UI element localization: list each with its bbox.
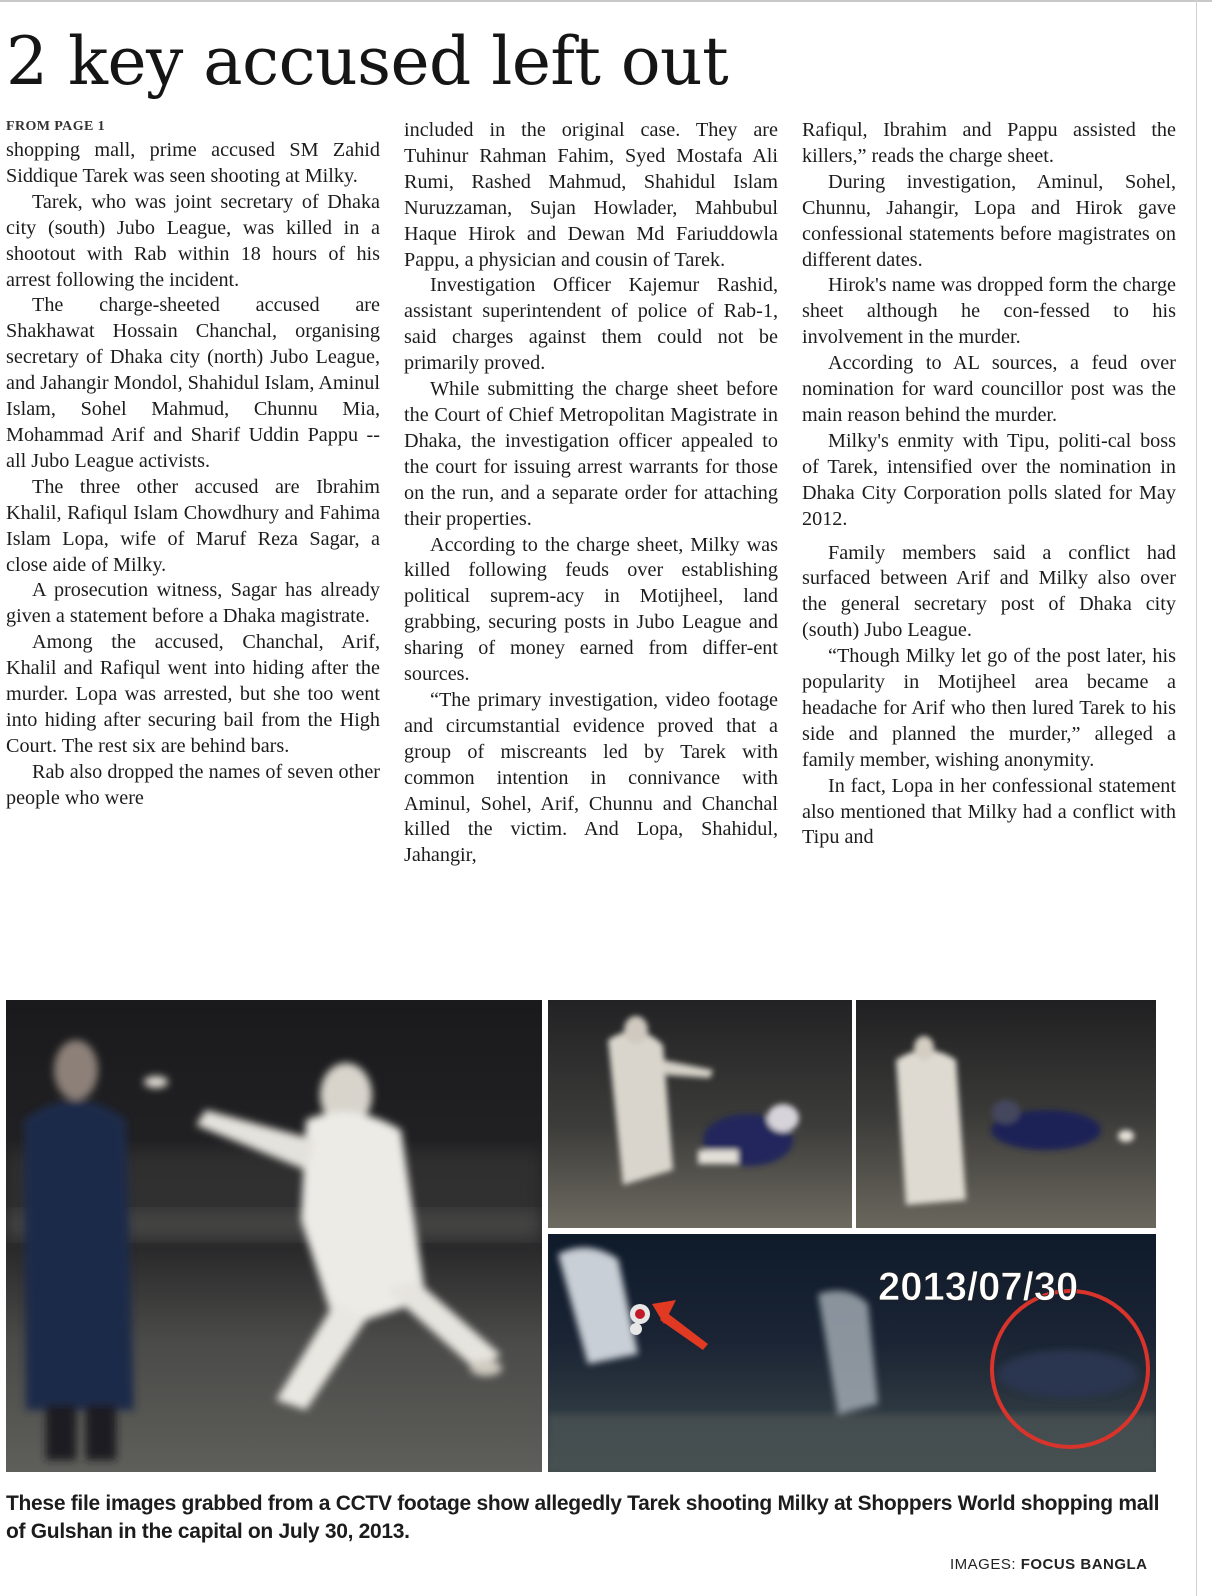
cctv-photo-top-right xyxy=(856,1000,1156,1228)
kicker: FROM PAGE 1 xyxy=(6,119,106,134)
paragraph: In fact, Lopa in her confessional statement also mentioned that Milky had a conflict with Tipu and xyxy=(802,774,1176,849)
photo-credit-source: FOCUS BANGLA xyxy=(1020,1556,1148,1573)
paragraph: Hirok's name was dropped form the charge sheet although he con-fessed to his involvement in the murder. xyxy=(802,274,1176,349)
paragraph: included in the original case. They are Tuhinur Rahman Fahim, Syed Mostafa Ali Rumi, Rashed Mahmud, Shahidul Islam Nuruzzaman, Sujan Howlader, Mahbubul Haque Hirok and Dewan Md Fariuddowla Pappu, a physician and cousin of Tarek. xyxy=(404,119,778,271)
paragraph: According to AL sources, a feud over nomination for ward councillor post was the main reason behind the murder. xyxy=(802,352,1176,426)
paragraph: Among the accused, Chanchal, Arif, Khalil and Rafiqul went into hiding after the murder. Lopa was arrested, but she too went into hiding after securing bail from the High Court. The rest six are behind bars. xyxy=(6,631,380,757)
cctv-photo-top-middle xyxy=(548,1000,852,1228)
paragraph: According to the charge sheet, Milky was killed following feuds over establishing political suprem-acy in Motijheel, land grabbing, securing posts in Jubo League and sharing of money earned from differ-ent sources. xyxy=(404,533,778,686)
article-column-3 xyxy=(802,118,1176,851)
page-edge-rule xyxy=(1196,0,1197,1596)
top-rule xyxy=(0,0,1212,2)
article-column-2 xyxy=(404,118,778,869)
paragraph: shopping mall, prime accused SM Zahid Siddique Tarek was seen shooting at Milky. xyxy=(6,139,380,187)
paragraph: The three other accused are Ibrahim Khalil, Rafiqul Islam Chowdhury and Fahima Islam Lopa, wife of Maruf Reza Sagar, a close aide of Milky. xyxy=(6,475,380,576)
paragraph: A prosecution witness, Sagar has already given a statement before a Dhaka magistrate. xyxy=(6,579,380,628)
paragraph: Investigation Officer Kajemur Rashid, assistant superintendent of police of Rab-1, said charges against them could not be primarily proved. xyxy=(404,274,778,375)
paragraph: During investigation, Aminul, Sohel, Chunnu, Jahangir, Lopa and Hirok gave confessional statements before magistrates on different dates. xyxy=(802,170,1176,271)
cctv-photo-large xyxy=(6,1000,542,1472)
paragraph: “Though Milky let go of the post later, his popularity in Motijheel area became a headache for Arif who then lured Tarek to his side and planned the murder,” alleged a family member, wishing anonymity. xyxy=(802,645,1176,771)
paragraph: Rafiqul, Ibrahim and Pappu assisted the killers,” reads the charge sheet. xyxy=(802,119,1176,167)
photo-credit-label: IMAGES: xyxy=(950,1556,1017,1573)
paragraph: Tarek, who was joint secretary of Dhaka city (south) Jubo League, was killed in a shootout with Rab within 18 hours of his arrest following the incident. xyxy=(6,190,380,291)
paragraph: “The primary investigation, video footage and circumstantial evidence proved that a group of miscreants led by Tarek with common intention in connivance with Aminul, Sohel, Arif, Chunnu and Chanchal killed the victim. And Lopa, Shahidul, Jahangir, xyxy=(404,688,778,867)
paragraph: The charge-sheeted accused are Shakhawat Hossain Chanchal, organising secretary of Dhaka city (north) Jubo League, and Jahangir Mondol, Shahidul Islam, Aminul Islam, Sohel Mahmud, Chunnu Mia, Mohammad Arif and Sharif Uddin Pappu -- all Jubo League activists. xyxy=(6,294,381,472)
photo-credit xyxy=(950,1556,1148,1574)
date-stamp: 2013/07/30 xyxy=(878,1265,1079,1309)
headline: 2 key accused left out xyxy=(6,23,729,100)
paragraph: Milky's enmity with Tipu, politi-cal boss of Tarek, intensified over the nomination in Dhaka City Corporation polls slated for May 2012. xyxy=(802,429,1176,530)
paragraph: Rab also dropped the names of seven other people who were xyxy=(6,760,380,809)
paragraph: While submitting the charge sheet before the Court of Chief Metropolitan Magistrate in Dhaka, the investigation officer appealed to the court for issuing arrest warrants for those on the run, and a separate order for attaching their properties. xyxy=(404,378,778,530)
photo-caption: These file images grabbed from a CCTV footage show allegedly Tarek shooting Milky at Shoppers World shopping mall of Gulshan in the capital on July 30, 2013. xyxy=(6,1492,1160,1543)
paragraph: Family members said a conflict had surfaced between Arif and Milky also over the general secretary post of Dhaka city (south) Jubo League. xyxy=(802,541,1176,642)
cctv-photo-bottom-right xyxy=(548,1234,1156,1472)
article-column-1 xyxy=(6,118,380,812)
